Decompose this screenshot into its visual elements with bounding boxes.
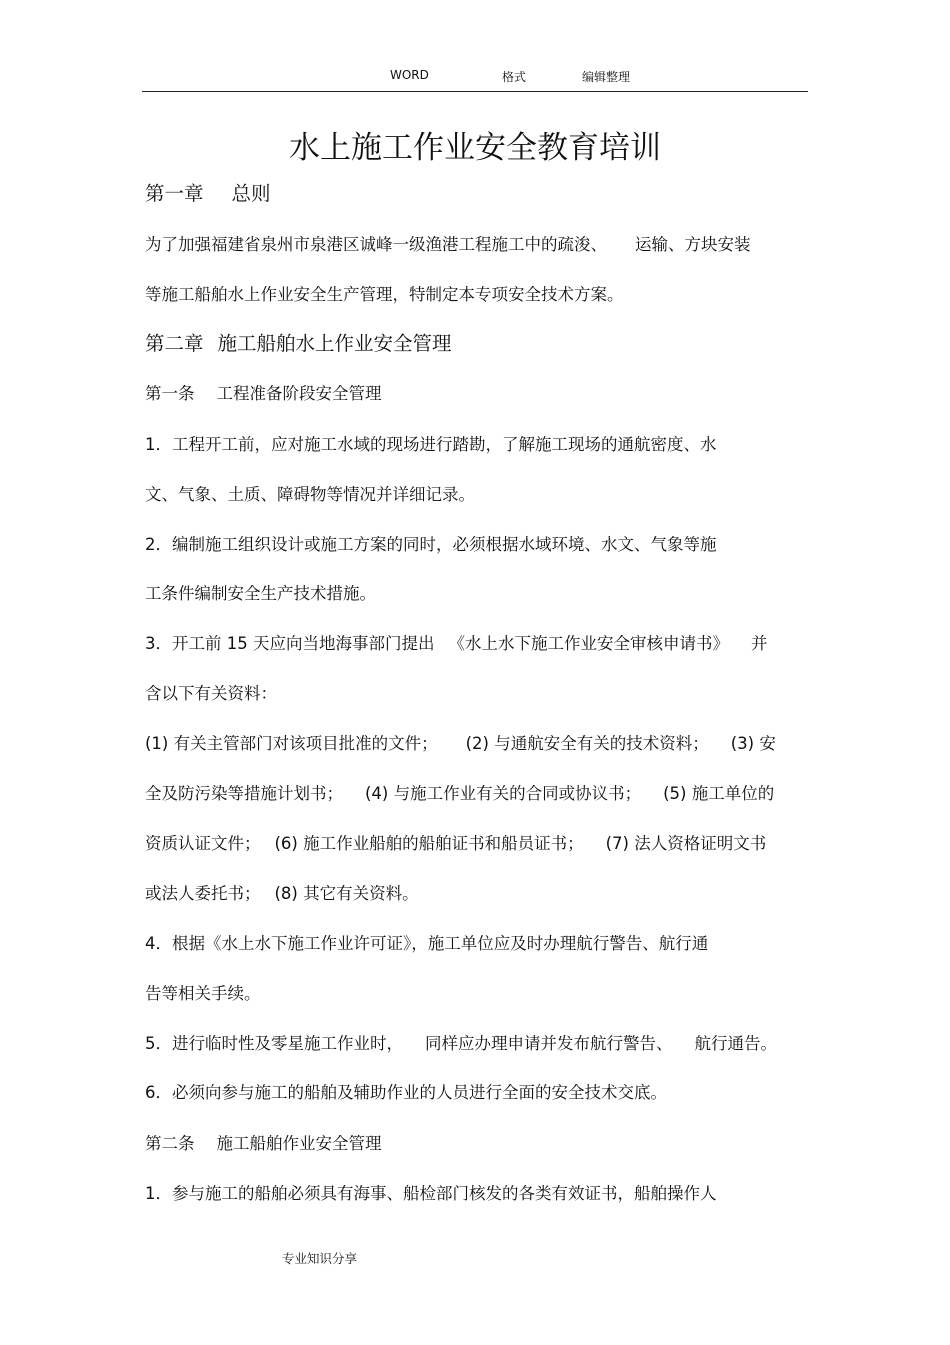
document-title: 水上施工作业安全教育培训 <box>289 130 661 166</box>
article-2-name: 施工船舶作业安全管理 <box>216 1134 382 1153</box>
item-3-line-1 <box>145 630 767 654</box>
header-edit: 编辑整理 <box>582 70 631 84</box>
chapter-2-label: 第二章 <box>145 332 204 355</box>
chapter-1-label: 第一章 <box>145 182 204 205</box>
item-5-text: 5．进行临时性及零星施工作业时， <box>145 1034 403 1053</box>
header-divider <box>142 91 808 92</box>
chapter-1-heading <box>145 178 271 206</box>
page-footer: 专业知识分享 <box>282 1251 358 1266</box>
subitem-text: 资质认证文件； <box>145 834 261 853</box>
item-5-line <box>145 1030 777 1054</box>
article-2-heading <box>145 1130 382 1154</box>
subitem-text: (3) 安 <box>730 734 776 753</box>
page-header <box>0 68 950 86</box>
article-1-name: 工程准备阶段安全管理 <box>216 384 382 403</box>
intro-text: 为了加强福建省泉州市泉港区诚峰一级渔港工程施工中的疏浚、 <box>145 235 607 254</box>
subitems-line-1 <box>145 730 776 754</box>
item-5-text: 同样应办理申请并发布航行警告、 <box>425 1034 673 1053</box>
item-3-text: 《水上水下施工作业安全审核申请书》 <box>448 634 729 653</box>
subitem-text: (6) 施工作业船舶的船舶证书和船员证书； <box>274 834 584 853</box>
subitem-text: (4) 与施工作业有关的合同或协议书； <box>365 784 642 803</box>
subitem-text: (5) 施工单位的 <box>663 784 775 803</box>
subitems-line-3 <box>145 830 766 854</box>
subitem-text: 全及防污染等措施计划书； <box>145 784 343 803</box>
subitem-text: (1) 有关主管部门对该项目批准的文件； <box>145 734 438 753</box>
subitems-line-2 <box>145 780 774 804</box>
intro-text: 运输、方块安装 <box>635 235 751 254</box>
item-2-line-1: 2．编制施工组织设计或施工方案的同时，必须根据水域环境、水文、气象等施 <box>145 535 717 554</box>
subitems-line-4 <box>145 880 419 904</box>
chapter-2-heading <box>145 328 452 356</box>
subitem-text: (7) 法人资格证明文书 <box>605 834 767 853</box>
item-3-text: 并 <box>750 634 768 653</box>
article-2-label: 第二条 <box>145 1134 195 1153</box>
subitem-text: 或法人委托书； <box>145 884 261 903</box>
header-word: WORD <box>390 68 429 82</box>
item-5-text: 航行通告。 <box>694 1034 777 1053</box>
article-1-heading <box>145 380 382 404</box>
item-3-text: 3．开工前 15 天应向当地海事部门提出 <box>145 634 435 653</box>
intro-line-1 <box>145 231 751 255</box>
chapter-2-name: 施工船舶水上作业安全管理 <box>217 332 452 355</box>
item-1-line-1: 1．工程开工前，应对施工水域的现场进行踏勘，了解施工现场的通航密度、水 <box>145 435 717 454</box>
subitem-text: (2) 与通航安全有关的技术资料； <box>465 734 709 753</box>
subitem-text: (8) 其它有关资料。 <box>274 884 419 903</box>
item-1-line-2: 文、气象、土质、障碍物等情况并详细记录。 <box>145 485 475 504</box>
item-4-line-1: 4．根据《水上水下施工作业许可证》，施工单位应及时办理航行警告、航行通 <box>145 934 709 953</box>
item-3-line-2: 含以下有关资料： <box>145 684 277 703</box>
article-1-label: 第一条 <box>145 384 195 403</box>
item-2-line-2: 工条件编制安全生产技术措施。 <box>145 584 376 603</box>
intro-line-2: 等施工船舶水上作业安全生产管理，特制定本专项安全技术方案。 <box>145 285 624 304</box>
item-6-line: 6．必须向参与施工的船舶及辅助作业的人员进行全面的安全技术交底。 <box>145 1083 667 1102</box>
header-format: 格式 <box>502 70 527 84</box>
article-2-item-1-line-1: 1．参与施工的船舶必须具有海事、船检部门核发的各类有效证书，船舶操作人 <box>145 1184 717 1203</box>
item-4-line-2: 告等相关手续。 <box>145 984 261 1003</box>
chapter-1-name: 总则 <box>231 182 271 205</box>
